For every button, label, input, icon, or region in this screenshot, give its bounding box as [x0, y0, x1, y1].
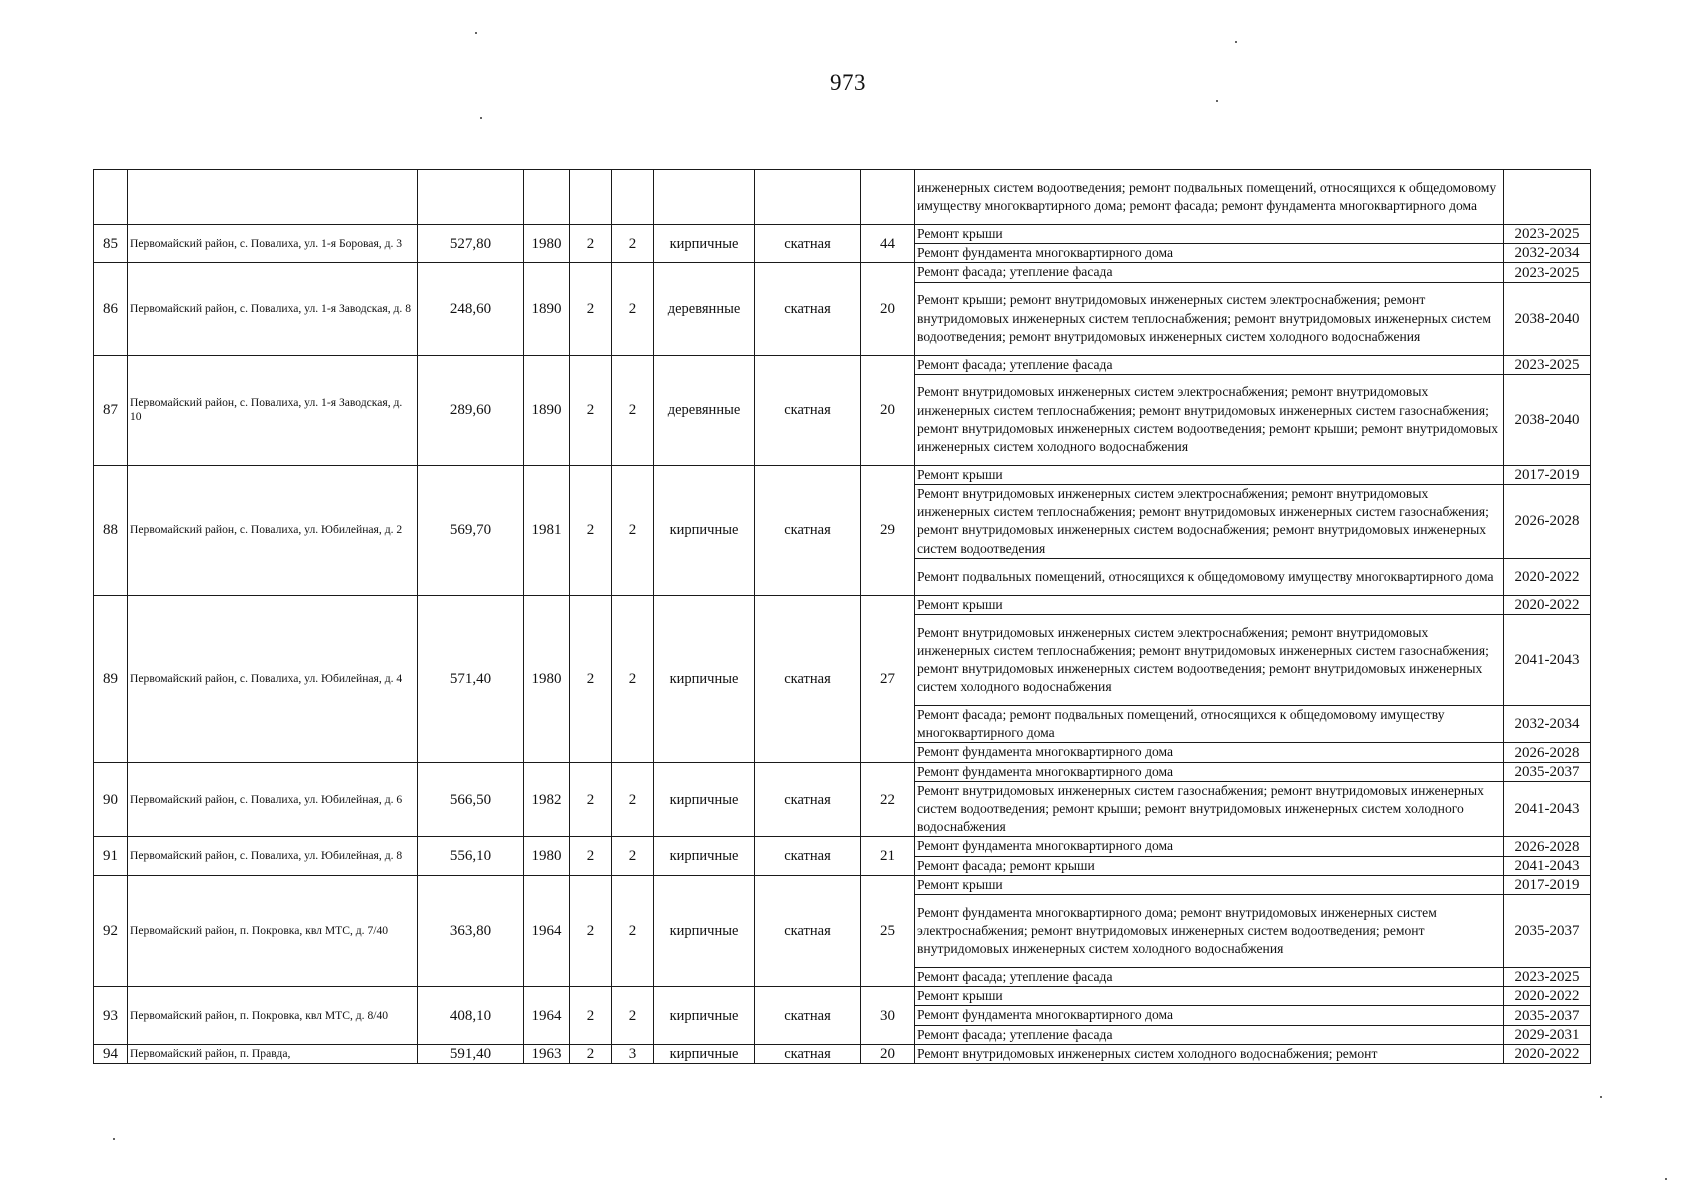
roof-type-cell: скатная	[755, 987, 861, 1045]
period-cell: 2035-2037	[1504, 895, 1591, 968]
work-cell: Ремонт крыши	[915, 595, 1504, 614]
address-cell: Первомайский район, п. Правда,	[128, 1044, 418, 1063]
period-cell: 2023-2025	[1504, 968, 1591, 987]
roof-type-cell: скатная	[755, 355, 861, 465]
floors-cell: 2	[570, 762, 612, 837]
period-cell: 2041-2043	[1504, 856, 1591, 875]
address-cell: Первомайский район, с. Повалиха, ул. Юбилейная, д. 2	[128, 465, 418, 595]
floors-cell: 2	[570, 465, 612, 595]
period-cell: 2026-2028	[1504, 837, 1591, 856]
walls-material-cell: кирпичные	[654, 762, 755, 837]
floors-cell: 2	[570, 987, 612, 1045]
work-cell: Ремонт крыши	[915, 465, 1504, 484]
period-cell: 2017-2019	[1504, 465, 1591, 484]
table-row	[94, 875, 1591, 894]
work-cell: Ремонт внутридомовых инженерных систем холодного водоснабжения; ремонт	[915, 1044, 1504, 1063]
period-cell: 2017-2019	[1504, 875, 1591, 894]
roof-type-cell: скатная	[755, 762, 861, 837]
scan-speck	[113, 1138, 115, 1140]
walls-material-cell: кирпичные	[654, 225, 755, 263]
roof-type-cell: скатная	[755, 1044, 861, 1063]
entrances-cell: 2	[612, 355, 654, 465]
residents-cell: 22	[861, 762, 915, 837]
walls-material-cell: кирпичные	[654, 875, 755, 986]
year-cell: 1964	[524, 875, 570, 986]
scan-speck	[1665, 1178, 1667, 1180]
row-number: 91	[94, 837, 128, 875]
work-cell: Ремонт фасада; ремонт крыши	[915, 856, 1504, 875]
year-cell: 1964	[524, 987, 570, 1045]
year-cell: 1890	[524, 263, 570, 355]
roof-type-cell: скатная	[755, 263, 861, 355]
year-cell: 1980	[524, 837, 570, 875]
address-cell: Первомайский район, с. Повалиха, ул. Юбилейная, д. 6	[128, 762, 418, 837]
period-cell: 2020-2022	[1504, 595, 1591, 614]
entrances-cell: 2	[612, 225, 654, 263]
row-number: 94	[94, 1044, 128, 1063]
area-cell: 527,80	[418, 225, 524, 263]
period-cell: 2023-2025	[1504, 263, 1591, 282]
entrances-cell: 2	[612, 762, 654, 837]
period-cell	[1504, 170, 1591, 225]
entrances-cell: 2	[612, 465, 654, 595]
period-cell: 2020-2022	[1504, 558, 1591, 595]
area-cell: 248,60	[418, 263, 524, 355]
cell-empty	[524, 170, 570, 225]
roof-type-cell: скатная	[755, 837, 861, 875]
roof-type-cell: скатная	[755, 465, 861, 595]
floors-cell: 2	[570, 875, 612, 986]
walls-material-cell: кирпичные	[654, 595, 755, 762]
cell-empty	[570, 170, 612, 225]
period-cell: 2038-2040	[1504, 374, 1591, 465]
cell-empty	[94, 170, 128, 225]
residents-cell: 25	[861, 875, 915, 986]
walls-material-cell: кирпичные	[654, 987, 755, 1045]
period-cell: 2026-2028	[1504, 743, 1591, 762]
scan-speck	[475, 32, 477, 34]
address-cell: Первомайский район, с. Повалиха, ул. 1-я Заводская, д. 8	[128, 263, 418, 355]
period-cell: 2020-2022	[1504, 987, 1591, 1006]
area-cell: 556,10	[418, 837, 524, 875]
table-row	[94, 1044, 1591, 1063]
period-cell: 2038-2040	[1504, 282, 1591, 355]
continuation-row	[94, 170, 1591, 225]
work-cell: Ремонт фасада; утепление фасада	[915, 355, 1504, 374]
work-cell: Ремонт фасада; утепление фасада	[915, 263, 1504, 282]
period-cell: 2041-2043	[1504, 781, 1591, 837]
row-number: 87	[94, 355, 128, 465]
work-cell: Ремонт фундамента многоквартирного дома	[915, 244, 1504, 263]
walls-material-cell: кирпичные	[654, 465, 755, 595]
address-cell: Первомайский район, с. Повалиха, ул. 1-я Заводская, д. 10	[128, 355, 418, 465]
cell-empty	[128, 170, 418, 225]
entrances-cell: 2	[612, 837, 654, 875]
area-cell: 363,80	[418, 875, 524, 986]
work-cell: Ремонт крыши; ремонт внутридомовых инженерных систем электроснабжения; ремонт внутридомовых инженерных систем теплоснабжения; ремонт внутридомовых инженерных систем водоотведения; ремонт внутридомовых инженерных систем холодного водоснабжения	[915, 282, 1504, 355]
roof-type-cell: скатная	[755, 875, 861, 986]
roof-type-cell: скатная	[755, 225, 861, 263]
work-cell: Ремонт внутридомовых инженерных систем электроснабжения; ремонт внутридомовых инженерных систем теплоснабжения; ремонт внутридомовых инженерных систем газоснабжения; ремонт внутридомовых инженерных систем водоотведения; ремонт крыши; ремонт внутридомовых инженерных систем холодного водоснабжения	[915, 374, 1504, 465]
area-cell: 566,50	[418, 762, 524, 837]
entrances-cell: 2	[612, 987, 654, 1045]
work-cell: Ремонт внутридомовых инженерных систем газоснабжения; ремонт внутридомовых инженерных систем водоотведения; ремонт крыши; ремонт внутридомовых инженерных систем холодного водоснабжения	[915, 781, 1504, 837]
repair-program-table	[93, 169, 1591, 1064]
period-cell: 2032-2034	[1504, 706, 1591, 743]
work-cell: Ремонт фасада; ремонт подвальных помещений, относящихся к общедомовому имуществу многоквартирного дома	[915, 706, 1504, 743]
entrances-cell: 3	[612, 1044, 654, 1063]
work-cell: Ремонт фундамента многоквартирного дома; ремонт внутридомовых инженерных систем электроснабжения; ремонт внутридомовых инженерных систем водоотведения; ремонт внутридомовых инженерных систем холодного водоснабжения	[915, 895, 1504, 968]
entrances-cell: 2	[612, 875, 654, 986]
row-number: 86	[94, 263, 128, 355]
work-cell: Ремонт крыши	[915, 987, 1504, 1006]
address-cell: Первомайский район, с. Повалиха, ул. Юбилейная, д. 4	[128, 595, 418, 762]
work-cell: Ремонт фундамента многоквартирного дома	[915, 837, 1504, 856]
cell-empty	[861, 170, 915, 225]
period-cell: 2026-2028	[1504, 485, 1591, 559]
work-cell: Ремонт фасада; утепление фасада	[915, 1025, 1504, 1044]
period-cell: 2023-2025	[1504, 225, 1591, 244]
row-number: 89	[94, 595, 128, 762]
work-cell: Ремонт крыши	[915, 225, 1504, 244]
work-cell: инженерных систем водоотведения; ремонт подвальных помещений, относящихся к общедомовому имуществу многоквартирного дома; ремонт фасада; ремонт фундамента многоквартирного дома	[915, 170, 1504, 225]
row-number: 92	[94, 875, 128, 986]
year-cell: 1980	[524, 595, 570, 762]
scan-speck	[1216, 100, 1218, 102]
floors-cell: 2	[570, 225, 612, 263]
cell-empty	[755, 170, 861, 225]
period-cell: 2029-2031	[1504, 1025, 1591, 1044]
area-cell: 569,70	[418, 465, 524, 595]
walls-material-cell: деревянные	[654, 263, 755, 355]
row-number: 88	[94, 465, 128, 595]
walls-material-cell: деревянные	[654, 355, 755, 465]
residents-cell: 21	[861, 837, 915, 875]
cell-empty	[654, 170, 755, 225]
work-cell: Ремонт фундамента многоквартирного дома	[915, 743, 1504, 762]
period-cell: 2035-2037	[1504, 762, 1591, 781]
scan-speck	[1600, 1096, 1602, 1098]
work-cell: Ремонт внутридомовых инженерных систем электроснабжения; ремонт внутридомовых инженерных систем теплоснабжения; ремонт внутридомовых инженерных систем газоснабжения; ремонт внутридомовых инженерных систем водоотведения; ремонт внутридомовых инженерных систем холодного водоснабжения	[915, 615, 1504, 706]
residents-cell: 44	[861, 225, 915, 263]
year-cell: 1981	[524, 465, 570, 595]
entrances-cell: 2	[612, 263, 654, 355]
table-row	[94, 837, 1591, 856]
area-cell: 289,60	[418, 355, 524, 465]
table-row	[94, 263, 1591, 282]
floors-cell: 2	[570, 837, 612, 875]
table-row	[94, 465, 1591, 484]
work-cell: Ремонт подвальных помещений, относящихся к общедомовому имуществу многоквартирного дома	[915, 558, 1504, 595]
scan-speck	[1235, 41, 1237, 43]
period-cell: 2032-2034	[1504, 244, 1591, 263]
walls-material-cell: кирпичные	[654, 1044, 755, 1063]
walls-material-cell: кирпичные	[654, 837, 755, 875]
address-cell: Первомайский район, с. Повалиха, ул. Юбилейная, д. 8	[128, 837, 418, 875]
residents-cell: 20	[861, 263, 915, 355]
table-row	[94, 987, 1591, 1006]
year-cell: 1963	[524, 1044, 570, 1063]
address-cell: Первомайский район, с. Повалиха, ул. 1-я Боровая, д. 3	[128, 225, 418, 263]
period-cell: 2035-2037	[1504, 1006, 1591, 1025]
table-body	[94, 170, 1591, 1064]
work-cell: Ремонт внутридомовых инженерных систем электроснабжения; ремонт внутридомовых инженерных систем теплоснабжения; ремонт внутридомовых инженерных систем газоснабжения; ремонт внутридомовых инженерных систем водоснабжения; ремонт внутридомовых инженерных систем водоотведения	[915, 485, 1504, 559]
address-cell: Первомайский район, п. Покровка, квл МТС, д. 8/40	[128, 987, 418, 1045]
scan-speck	[480, 117, 482, 119]
table-row	[94, 595, 1591, 614]
area-cell: 591,40	[418, 1044, 524, 1063]
roof-type-cell: скатная	[755, 595, 861, 762]
work-cell: Ремонт крыши	[915, 875, 1504, 894]
address-cell: Первомайский район, п. Покровка, квл МТС, д. 7/40	[128, 875, 418, 986]
period-cell: 2023-2025	[1504, 355, 1591, 374]
floors-cell: 2	[570, 263, 612, 355]
area-cell: 571,40	[418, 595, 524, 762]
entrances-cell: 2	[612, 595, 654, 762]
table-row	[94, 225, 1591, 244]
residents-cell: 29	[861, 465, 915, 595]
year-cell: 1890	[524, 355, 570, 465]
residents-cell: 27	[861, 595, 915, 762]
row-number: 93	[94, 987, 128, 1045]
floors-cell: 2	[570, 1044, 612, 1063]
row-number: 90	[94, 762, 128, 837]
work-cell: Ремонт фундамента многоквартирного дома	[915, 1006, 1504, 1025]
residents-cell: 20	[861, 355, 915, 465]
page-number: 973	[830, 70, 866, 95]
table-row	[94, 762, 1591, 781]
cell-empty	[612, 170, 654, 225]
work-cell: Ремонт фасада; утепление фасада	[915, 968, 1504, 987]
year-cell: 1980	[524, 225, 570, 263]
residents-cell: 30	[861, 987, 915, 1045]
cell-empty	[418, 170, 524, 225]
table-row	[94, 355, 1591, 374]
floors-cell: 2	[570, 595, 612, 762]
work-cell: Ремонт фундамента многоквартирного дома	[915, 762, 1504, 781]
period-cell: 2020-2022	[1504, 1044, 1591, 1063]
area-cell: 408,10	[418, 987, 524, 1045]
year-cell: 1982	[524, 762, 570, 837]
floors-cell: 2	[570, 355, 612, 465]
residents-cell: 20	[861, 1044, 915, 1063]
period-cell: 2041-2043	[1504, 615, 1591, 706]
row-number: 85	[94, 225, 128, 263]
